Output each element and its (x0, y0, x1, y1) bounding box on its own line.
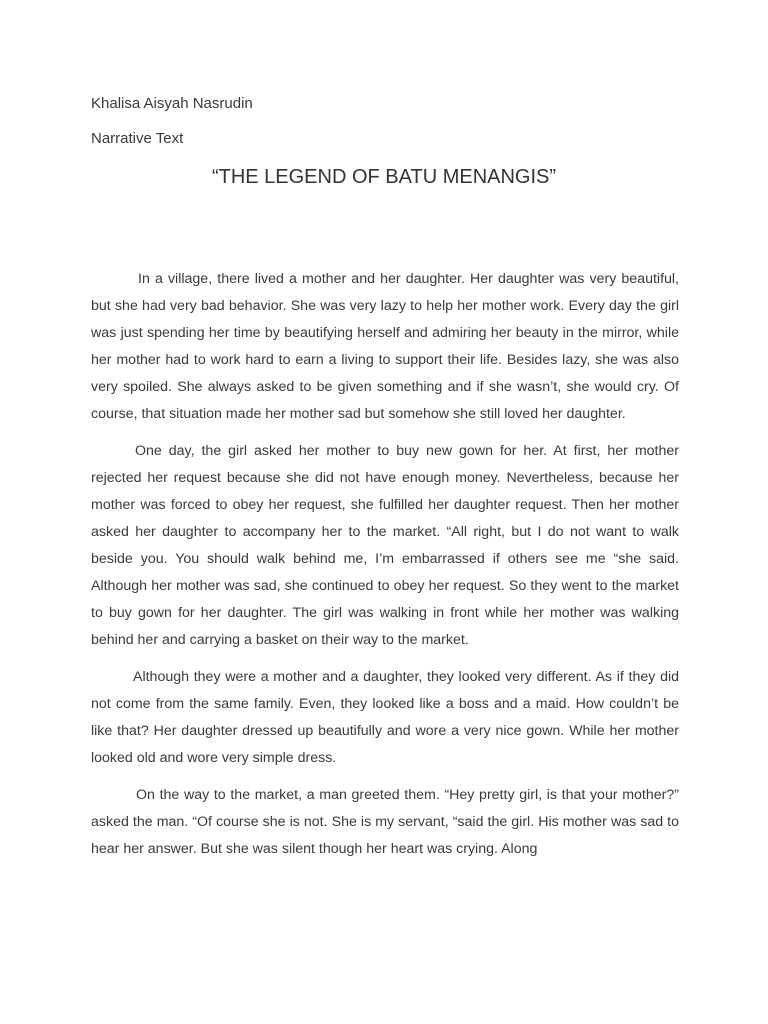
body-text (91, 266, 679, 873)
author-name: Khalisa Aisyah Nasrudin (91, 95, 253, 112)
paragraph-2: One day, the girl asked her mother to buy new gown for her. At first, her mother rejected her request because she did not have enough money. Nevertheless, because her mother was forced to obey her request, she fulfilled her daughter request. Then her mother asked her daughter to accompany her to the market. “All right, but I do not want to walk beside you. You should walk behind me, I’m embarrassed if others see me “she said. Although her mother was sad, she continued to obey her request. So they went to the market to buy gown for her daughter. The girl was walking in front while her mother was walking behind her and carrying a basket on their way to the market. (91, 443, 679, 648)
paragraph-4: On the way to the market, a man greeted them. “Hey pretty girl, is that your mother?” asked the man. “Of course she is not. She is my servant, “said the girl. His mother was sad to hear her answer. But she was silent though her heart was crying. Along (91, 787, 679, 857)
text-type-label: Narrative Text (91, 130, 184, 147)
paragraph-1: In a village, there lived a mother and her daughter. Her daughter was very beautiful, but she had very bad behavior. She was very lazy to help her mother work. Every day the girl was just spending her time by beautifying herself and admiring her beauty in the mirror, while her mother had to work hard to earn a living to support their life. Besides lazy, she was also very spoiled. She always asked to be given something and if she wasn’t, she would cry. Of course, that situation made her mother sad but somehow she still loved her daughter. (91, 271, 679, 422)
paragraph-3: Although they were a mother and a daughter, they looked very different. As if they did not come from the same family. Even, they looked like a boss and a maid. How couldn’t be like that? Her daughter dressed up beautifully and wore a very nice gown. While her mother looked old and wore very simple dress. (91, 669, 679, 766)
document-title: “THE LEGEND OF BATU MENANGIS” (211, 166, 557, 188)
